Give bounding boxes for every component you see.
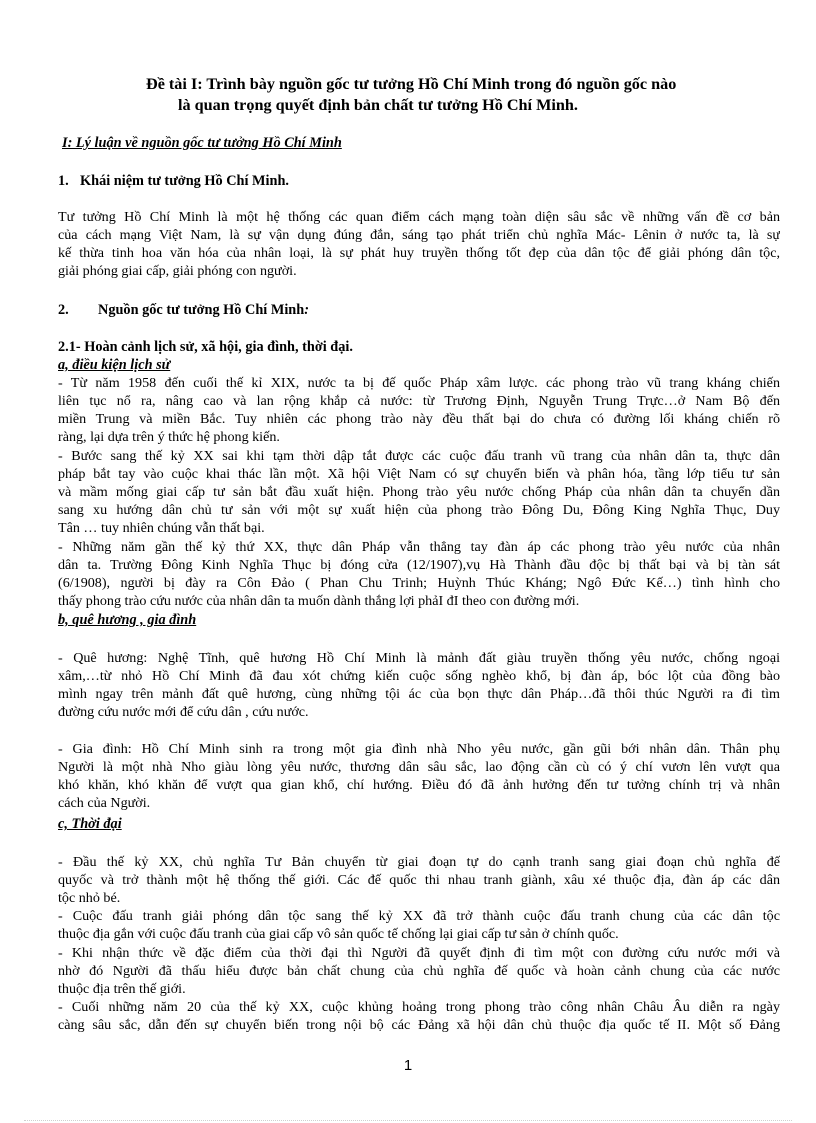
heading-concept — [58, 172, 289, 190]
heading-context: 2.1- Hoàn cảnh lịch sử, xã hội, gia đình, thời đại. — [58, 339, 353, 355]
text-line: mình ngay trên mảnh đất quê hương, cùng những tội ác của bọn thực dân Pháp…đã thôi thúc Người ra đi tìm — [58, 686, 780, 703]
document-title — [146, 74, 786, 116]
text-line: và mầm mống giai cấp tư sản bắt đầu xuất hiện. Phong trào yêu nước chống Pháp của nhân dân ta chuyển dần — [58, 484, 780, 501]
paragraph-history-2 — [58, 447, 780, 537]
text-line: khó khăn, khó khăn để vượt qua gian khổ, chí hướng. Điều đó đã ảnh hưởng đến tư tưởng chính trị và nhân — [58, 777, 780, 794]
text-line: ràng, lại dựa trên ý thức hệ phong kiến. — [58, 429, 280, 446]
paragraph-history-3 — [58, 538, 780, 610]
paragraph-era-3 — [58, 944, 780, 998]
subheading-era: c, Thời đại — [58, 816, 122, 832]
text-line: Người là một nhà Nho giàu lòng yêu nước, thương dân sâu sắc, lao động cần cù có ý chí vươn lên vượt qua — [58, 759, 780, 776]
paragraph-hometown — [58, 649, 780, 721]
text-line: thuộc địa trên thế giới. — [58, 981, 186, 998]
title-line-1: Đề tài I: Trình bày nguồn gốc tư tưởng Hồ Chí Minh trong đó nguồn gốc nào — [146, 75, 677, 93]
text-line: cách của Người. — [58, 795, 151, 812]
section-heading-i: I: Lý luận về nguồn gốc tư tưởng Hồ Chí Minh — [62, 135, 342, 151]
text-line: quyốc và trở thành một hệ thống thế giới. Các đế quốc thi nhau tranh giành, xâu xé thuộc địa, đàn áp các dân — [58, 872, 780, 889]
text-line: - Những năm gần thế kỷ thứ XX, thực dân Pháp vẫn thẳng tay đàn áp các phong trào yêu nước của nhân — [58, 539, 780, 555]
heading-origins — [58, 301, 309, 319]
paragraph-family — [58, 740, 780, 812]
paragraph-era-1 — [58, 853, 780, 907]
text-line: liên tục nổ ra, nâng cao và lan rộng khắp cả nước: từ Trương Định, Nguyễn Trung Trực…ở Nam Bộ đến — [58, 393, 780, 410]
text-line: miền Trung và miền Bắc. Tuy nhiên các phong trào này đều thất bại do chưa có đường lối kháng chiến rõ — [58, 411, 780, 428]
text-line: kế thừa tinh hoa văn hóa của nhân loại, là sự phát huy truyền thống tốt đẹp của dân tộc để giải phóng dân tộc, — [58, 245, 780, 262]
text-line: - Khi nhận thức về đặc điểm của thời đại thì Người đã quyết định đi tìm một con đường cứu nước mới và — [58, 945, 780, 961]
heading-colon: : — [304, 302, 309, 318]
text-line: - Từ năm 1958 đến cuối thế kỉ XIX, nước ta bị đế quốc Pháp xâm lược. các phong trào vũ trang kháng chiến — [58, 375, 780, 391]
text-line: - Đầu thế kỷ XX, chủ nghĩa Tư Bản chuyển từ giai đoạn tự do cạnh tranh sang giai đoạn chủ nghĩa đế — [58, 854, 780, 870]
text-line: (6/1908), người bị đày ra Côn Đảo ( Phan Chu Trinh; Huỳnh Thúc Kháng; Ngô Đức Kế…) tình hình cho — [58, 575, 780, 592]
paragraph-era-2 — [58, 907, 780, 943]
text-line: dân ta. Trường Đông Kinh Nghĩa Thục bị đóng cửa (12/1907),vụ Hà Thành đầu độc bị thất bại và bị tàn sát — [58, 557, 780, 574]
text-line: nhờ đó Người đã thấu hiểu được bản chất chung của chủ nghĩa đế quốc và hoàn cảnh chung của các nước — [58, 963, 780, 980]
text-line: xâm,…từ nhỏ Hồ Chí Minh đã đau xót chứng kiến cuộc sống nghèo khổ, bị đàn áp, bóc lột của đồng bào — [58, 668, 780, 685]
text-line: Tư tưởng Hồ Chí Minh là một hệ thống các quan điểm cách mạng toàn diện sâu sắc về những vấn đề cơ bản — [58, 209, 780, 225]
text-line: sang xu hướng dân chủ tư sản với một sự xuất hiện của phong trào Đông Du, Đông King Nghĩa Thục, Duy — [58, 502, 780, 519]
paragraph-history-1 — [58, 374, 780, 446]
text-line: - Quê hương: Nghệ Tĩnh, quê hương Hồ Chí Minh là mảnh đất giàu truyền thống yêu nước, chống ngoại — [58, 650, 780, 666]
text-line: Tân … tuy nhiên chúng vẫn thất bại. — [58, 520, 265, 537]
text-line: đường cứu nước mới để cứu dân , cứu nước. — [58, 704, 309, 721]
title-line-2: là quan trọng quyết định bản chất tư tưởng Hồ Chí Minh. — [178, 96, 578, 114]
page-number: 1 — [403, 1057, 413, 1074]
paragraph-concept — [58, 208, 780, 280]
heading-number: 2. — [58, 302, 69, 318]
text-line: thuộc địa gắn với cuộc đấu tranh của giai cấp vô sản quốc tế chống lại giai cấp tư sản ở chính quốc. — [58, 926, 619, 943]
text-line: của cách mạng Việt Nam, là sự vận dụng đúng đắn, sáng tạo phát triển chủ nghĩa Mác- Lênin ở nước ta, là sự — [58, 227, 780, 244]
text-line: tộc nhỏ bé. — [58, 890, 121, 907]
text-line: càng sâu sắc, dẫn đến sự chuyển biến trong nội bộ các Đảng xã hội dân chủ thuộc địa quốc tế II. Một số Đảng — [58, 1017, 780, 1034]
text-line: - Cuộc đấu tranh giải phóng dân tộc sang thế kỷ XX đã trở thành cuộc đấu tranh chung của các dân tộc — [58, 908, 780, 924]
text-line: - Bước sang thế kỷ XX sai khi tạm thời dập tắt được các cuộc đấu tranh vũ trang của nhân dân ta, thực dân — [58, 448, 780, 464]
paragraph-era-4 — [58, 998, 780, 1034]
heading-text: Khái niệm tư tưởng Hồ Chí Minh. — [80, 173, 289, 189]
text-line: thấy phong trào cứu nước của nhân dân ta muốn dành thắng lợi phảI đI theo con đường mới. — [58, 593, 580, 610]
heading-text: Nguồn gốc tư tưởng Hồ Chí Minh — [98, 302, 305, 318]
text-line: - Gia đình: Hồ Chí Minh sinh ra trong một gia đình nhà Nho yêu nước, gần gũi bới nhân dân. Thân phụ — [58, 741, 780, 757]
subheading-history: a, điều kiện lịch sử — [58, 357, 171, 373]
text-line: - Cuối những năm 20 của thế kỷ XX, cuộc khủng hoảng trong phong trào công nhân Châu Âu diễn ra ngày — [58, 999, 780, 1015]
subheading-hometown-family: b, quê hương , gia đình — [58, 612, 197, 628]
text-line: giải phóng giai cấp, giải phóng con người. — [58, 263, 297, 280]
heading-number: 1. — [58, 173, 69, 189]
page-bottom-divider — [24, 1120, 792, 1121]
text-line: pháp bắt tay vào cuộc khai thác lần một. Xã hội Việt Nam có sự chuyển biến và phân hóa, tầng lớp tiểu tư sản — [58, 466, 780, 483]
